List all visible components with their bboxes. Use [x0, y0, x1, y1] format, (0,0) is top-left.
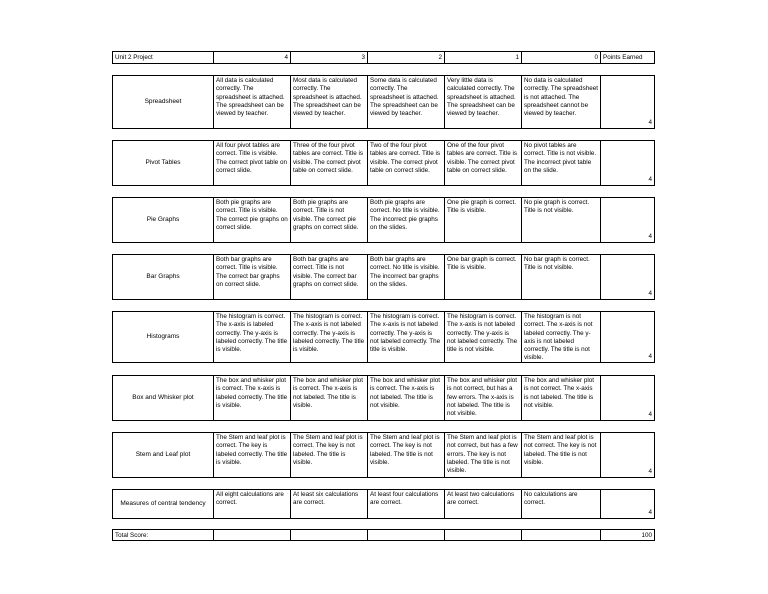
empty-cell [367, 529, 445, 541]
criteria-cell: Two of the four pivot tables are correct. Title is visible. The correct pivot table on correct slide. [367, 140, 445, 186]
points-cell [600, 489, 655, 519]
criteria-cell: The histogram is not correct. The x-axis is not labeled correctly. The y-axis is not labeled correctly. The title is not visible. [521, 311, 601, 363]
empty-cell [444, 529, 522, 541]
category-label: Box and Whisker plot [112, 375, 214, 421]
rubric-row-histograms [112, 311, 655, 363]
criteria-cell: Some data is calculated correctly. The spreadsheet is attached. The spreadsheet can be viewed by teacher. [367, 75, 445, 129]
criteria-cell: All eight calculations are correct. [213, 489, 291, 519]
total-row [112, 529, 655, 541]
criteria-cell: No pivot tables are correct. Title is not visible. The incorrect pivot table on the slide. [521, 140, 601, 186]
criteria-cell: No bar graph is correct. Title is not visible. [521, 254, 601, 300]
rubric-row-central-tendency [112, 489, 655, 519]
criteria-cell: The histogram is correct. The x-axis is labeled correctly. The y-axis is labeled correctly. The title is visible. [213, 311, 291, 363]
level-2-header: 2 [367, 51, 445, 64]
rubric-row-stem-and-leaf [112, 432, 655, 478]
criteria-cell: No data is calculated correctly. The spreadsheet is not attached. The spreadsheet cannot be viewed by teacher. [521, 75, 601, 129]
rubric-row-spreadsheet [112, 75, 655, 129]
category-label: Measures of central tendency [112, 489, 214, 519]
points-cell [600, 311, 655, 363]
criteria-cell: No pie graph is correct. Title is not visible. [521, 197, 601, 243]
points-earned-header: Points Earned [600, 51, 655, 64]
criteria-cell: Both pie graphs are correct. No title is visible. The incorrect pie graphs on the slides. [367, 197, 445, 243]
criteria-cell: The Stem and leaf plot is correct. The key is not labeled. The title is visible. [290, 432, 368, 478]
empty-cell [290, 529, 368, 541]
total-score-value: 100 [600, 529, 655, 541]
criteria-cell: The Stem and leaf plot is correct. The key is not labeled. The title is not visible. [367, 432, 445, 478]
points-value: 4 [648, 352, 652, 360]
criteria-cell: All data is calculated correctly. The spreadsheet is attached. The spreadsheet can be viewed by teacher. [213, 75, 291, 129]
criteria-cell: At least two calculations are correct. [444, 489, 522, 519]
points-value: 4 [648, 289, 652, 297]
points-value: 4 [648, 410, 652, 418]
criteria-cell: At least four calculations are correct. [367, 489, 445, 519]
criteria-cell: One pie graph is correct. Title is visible. [444, 197, 522, 243]
criteria-cell: Both pie graphs are correct. Title is visible. The correct pie graphs on correct slide. [213, 197, 291, 243]
level-3-header: 3 [290, 51, 368, 64]
criteria-cell: All four pivot tables are correct. Title is visible. The correct pivot table on correct slide. [213, 140, 291, 186]
points-cell [600, 254, 655, 300]
criteria-cell: At least six calculations are correct. [290, 489, 368, 519]
level-4-header: 4 [213, 51, 291, 64]
points-cell [600, 375, 655, 421]
criteria-cell: Both bar graphs are correct. Title is visible. The correct bar graphs on correct slide. [213, 254, 291, 300]
criteria-cell: Both pie graphs are correct. Title is not visible. The correct pie graphs on correct slide. [290, 197, 368, 243]
level-1-header: 1 [444, 51, 522, 64]
category-label: Pie Graphs [112, 197, 214, 243]
points-cell [600, 75, 655, 129]
rubric-row-pivot-tables [112, 140, 655, 186]
rubric-row-pie-graphs [112, 197, 655, 243]
category-label: Histograms [112, 311, 214, 363]
points-value: 4 [648, 232, 652, 240]
total-score-label: Total Score: [112, 529, 214, 541]
category-label: Bar Graphs [112, 254, 214, 300]
criteria-cell: Both bar graphs are correct. No title is visible. The incorrect bar graphs on the slides. [367, 254, 445, 300]
criteria-cell: Most data is calculated correctly. The spreadsheet is attached. The spreadsheet can be viewed by teacher. [290, 75, 368, 129]
points-cell [600, 197, 655, 243]
criteria-cell: Three of the four pivot tables are correct. Title is visible. The correct pivot table on correct slide. [290, 140, 368, 186]
category-label: Spreadsheet [112, 75, 214, 129]
criteria-cell: The histogram is correct. The x-axis is not labeled correctly. The y-axis is not labeled correctly. The title is visible. [367, 311, 445, 363]
criteria-cell: The histogram is correct. The x-axis is not labeled correctly. The y-axis is labeled correctly. The title is visible. [290, 311, 368, 363]
criteria-cell: The box and whisker plot is correct. The x-axis is labeled correctly. The title is visible. [213, 375, 291, 421]
criteria-cell: The histogram is correct. The x-axis is not labeled correctly. The y-axis is not labeled correctly. The title is not visible. [444, 311, 522, 363]
points-value: 4 [648, 467, 652, 475]
rubric-row-box-and-whisker [112, 375, 655, 421]
criteria-cell: The Stem and leaf plot is not correct, but has a few errors. The key is not labeled. The title is not visible. [444, 432, 522, 478]
points-value: 4 [648, 118, 652, 126]
project-title: Unit 2 Project [112, 51, 214, 64]
criteria-cell: Very little data is calculated correctly. The spreadsheet is attached. The spreadsheet can be viewed by teacher. [444, 75, 522, 129]
criteria-cell: The Stem and leaf plot is not correct. The key is not labeled. The title is not visible. [521, 432, 601, 478]
empty-cell [213, 529, 291, 541]
criteria-cell: One of the four pivot tables are correct. Title is visible. The correct pivot table on correct slide. [444, 140, 522, 186]
criteria-cell: One bar graph is correct. Title is visible. [444, 254, 522, 300]
criteria-cell: The Stem and leaf plot is correct. The key is labeled correctly. The title is visible. [213, 432, 291, 478]
criteria-cell: The box and whisker plot is not correct. The x-axis is not labeled. The title is not visible. [521, 375, 601, 421]
category-label: Pivot Tables [112, 140, 214, 186]
rubric-row-bar-graphs [112, 254, 655, 300]
header-row [112, 51, 655, 64]
points-cell [600, 140, 655, 186]
points-cell [600, 432, 655, 478]
criteria-cell: The box and whisker plot is correct. The x-axis is not labeled. The title is not visible. [367, 375, 445, 421]
points-value: 4 [648, 175, 652, 183]
category-label: Stem and Leaf plot [112, 432, 214, 478]
empty-cell [521, 529, 601, 541]
criteria-cell: Both bar graphs are correct. Title is not visible. The correct bar graphs on correct slide. [290, 254, 368, 300]
points-value: 4 [648, 508, 652, 516]
criteria-cell: The box and whisker plot is correct. The x-axis is not labeled. The title is visible. [290, 375, 368, 421]
level-0-header: 0 [521, 51, 601, 64]
criteria-cell: The box and whisker plot is not correct, but has a few errors. The x-axis is not labeled. The title is not visible. [444, 375, 522, 421]
criteria-cell: No calculations are correct. [521, 489, 601, 519]
